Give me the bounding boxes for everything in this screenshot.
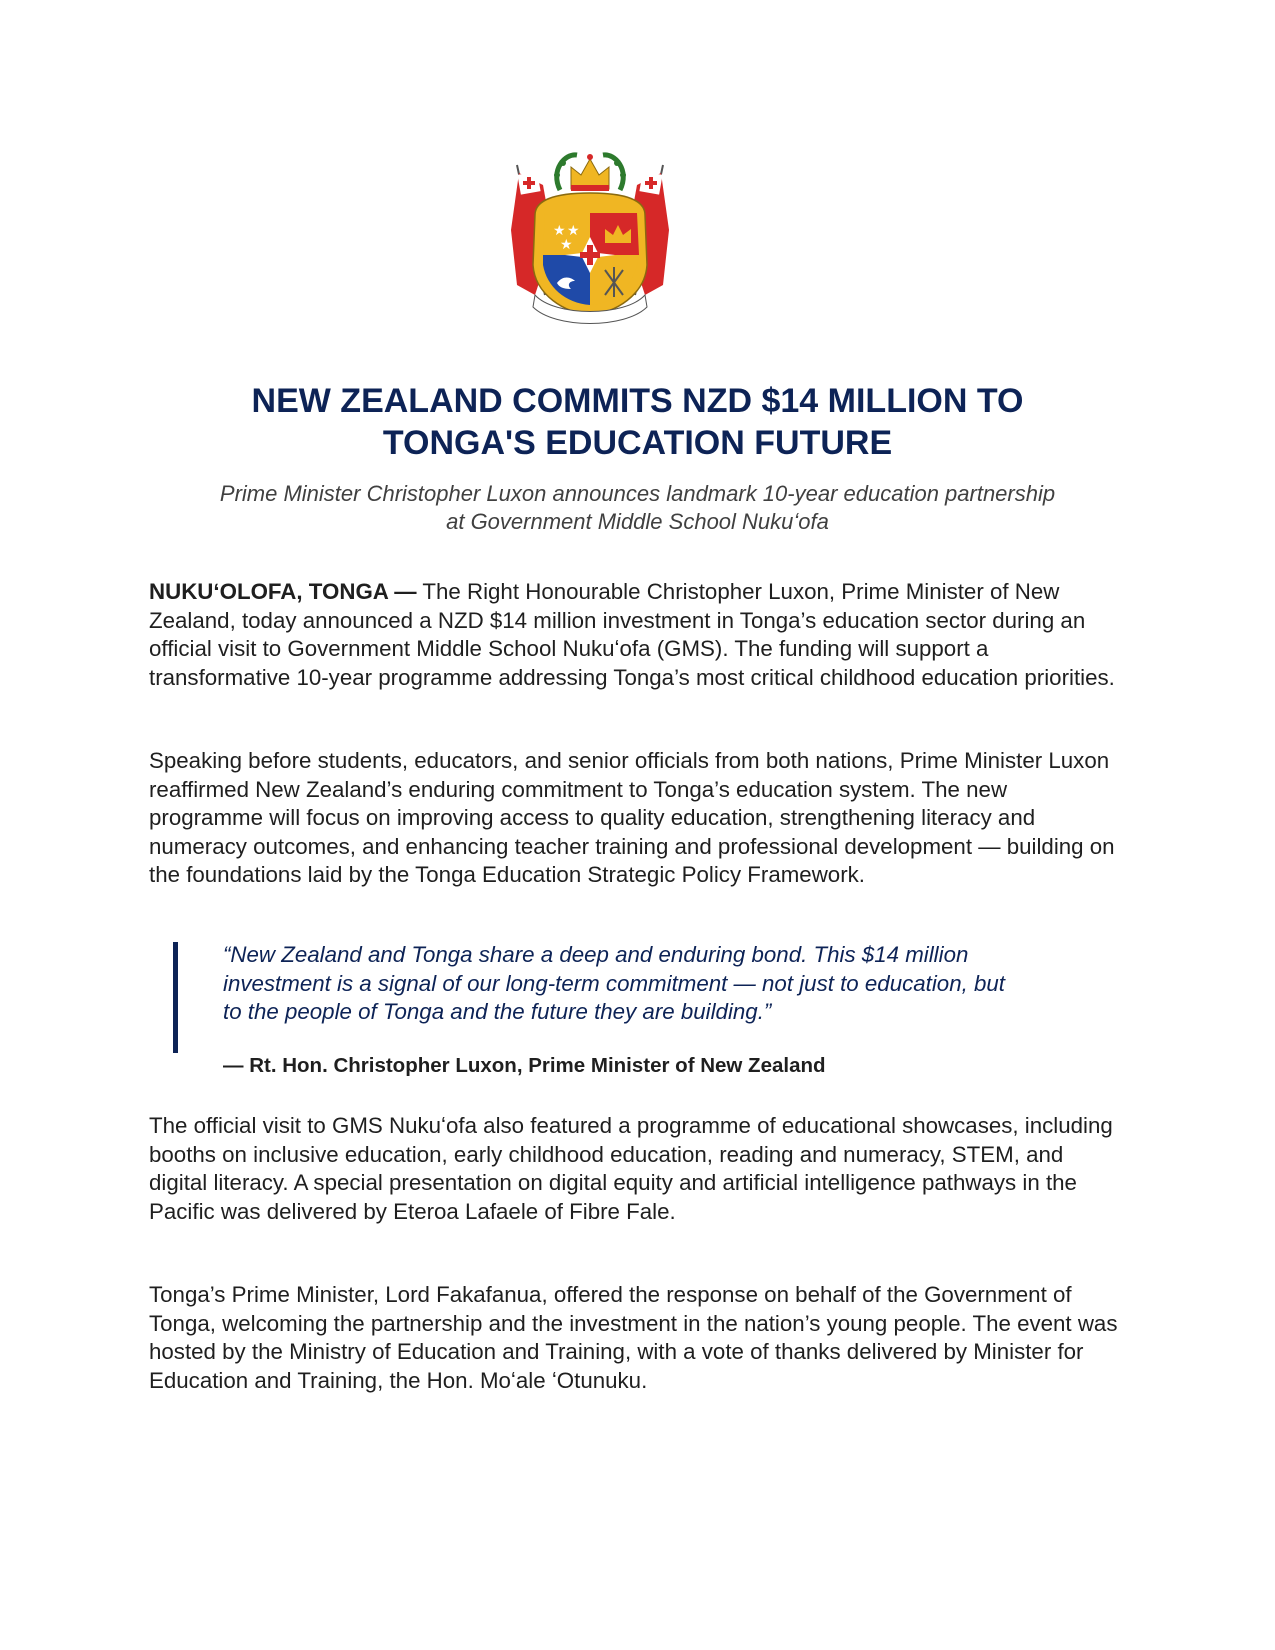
svg-text:★: ★	[553, 223, 566, 239]
paragraph-1	[149, 578, 1119, 692]
paragraph-4: Tonga’s Prime Minister, Lord Fakafanua, offered the response on behalf of the Government of Tonga, welcoming the partnership and the investment in the nation’s young people. The event was hosted by the Ministry of Education and Training, with a vote of thanks delivered by Minister for Education and Training, the Hon. Moʻale ʻOtunuku.	[149, 1282, 1118, 1393]
subheadline-line-1: Prime Minister Christopher Luxon announces landmark 10-year education partnership	[219, 481, 1056, 506]
headline-line-1: NEW ZEALAND COMMITS NZD $14 MILLION TO	[251, 382, 1024, 420]
paragraph-2: Speaking before students, educators, and senior officials from both nations, Prime Minister Luxon reaffirmed New Zealand’s enduring commitment to Tonga’s education system. The new programme will focus on improving access to quality education, strengthening literacy and numeracy outcomes, and enhancing teacher training and professional development — building on the foundations laid by the Tonga Education Strategic Policy Framework.	[149, 748, 1115, 887]
headline-line-2: TONGA'S EDUCATION FUTURE	[382, 424, 893, 462]
subheadline	[150, 480, 1125, 536]
quote-bar	[173, 942, 178, 1053]
svg-text:★: ★	[560, 237, 573, 253]
svg-text:★: ★	[567, 223, 580, 239]
headline	[150, 380, 1125, 464]
subheadline-line-2: at Government Middle School Nukuʻofa	[446, 509, 829, 534]
paragraph-3: The official visit to GMS Nukuʻofa also featured a programme of educational showcases, including booths on inclusive education, early childhood education, reading and numeracy, STEM, and digital literacy. A special presentation on digital equity and artificial intelligence pathways in the Pacific was delivered by Eteroa Lafaele of Fibre Fale.	[149, 1113, 1113, 1224]
paragraph-1-text: The Right Honourable Christopher Luxon, Prime Minister of New Zealand, today announced a NZD $14 million investment in Tonga’s education sector during an official visit to Government Middle School Nukuʻofa (GMS). The funding will support a transformative 10-year programme addressing Tonga’s most critical childhood education priorities.	[149, 579, 1115, 690]
pull-quote: “New Zealand and Tonga share a deep and enduring bond. This $14 million investment is a signal of our long-term commitment — not just to education, but to the people of Tonga and the future they are building.”	[223, 942, 1005, 1024]
dateline: NUKUʻOLOFA, TONGA —	[149, 579, 417, 604]
quote-attribution: — Rt. Hon. Christopher Luxon, Prime Minister of New Zealand	[223, 1054, 826, 1077]
crown-icon	[571, 154, 609, 191]
tonga-coat-of-arms-icon	[505, 145, 675, 330]
